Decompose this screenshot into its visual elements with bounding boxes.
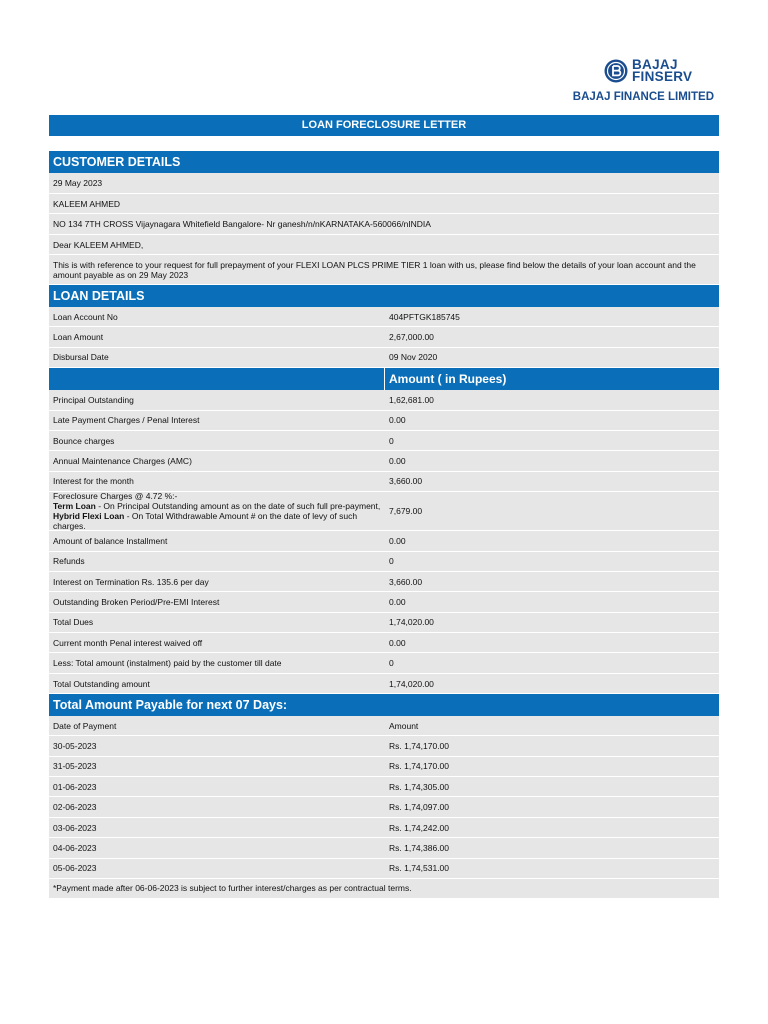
payment-row [49,797,719,817]
brand-name: BAJAJ [632,57,678,72]
payment-row-value: Rs. 1,74,531.00 [389,863,450,874]
charge-row-value: 0.00 [389,415,406,426]
charge-row-label: Current month Penal interest waived off [53,637,203,648]
salutation: Dear KALEEM AHMED, [53,239,144,250]
loan-detail-row-value: 2,67,000.00 [389,332,434,343]
term-loan-label: Term Loan [53,501,96,512]
charge-row [49,653,719,673]
charge-row-value: 0 [389,658,394,669]
charge-row-label: Late Payment Charges / Penal Interest [53,415,200,426]
payment-row-value: Rs. 1,74,170.00 [389,761,450,772]
payment-note: *Payment made after 06-06-2023 is subject to further interest/charges as per contractual terms. [53,883,412,894]
charge-row [49,451,719,471]
charge-row-value: 1,74,020.00 [389,617,434,628]
hybrid-loan-label: Hybrid Flexi Loan [53,511,125,522]
payment-row-value: Rs. 1,74,097.00 [389,802,450,813]
charge-row [49,472,719,492]
foreclosure-charges-label [49,491,385,531]
payable-column-headers [49,716,719,736]
payment-row-label: 04-06-2023 [53,842,97,853]
loan-detail-row-label: Disbursal Date [53,352,109,363]
brand-name2: FINSERV [632,69,693,84]
loan-detail-row-label: Loan Account No [53,311,118,322]
charge-row-label: Principal Outstanding [53,394,134,405]
payment-row-label: 30-05-2023 [53,740,97,751]
amount-header-row [49,368,719,390]
bajaj-finserv-icon [604,59,628,83]
intro-row [49,255,719,285]
payment-row-label: 01-06-2023 [53,781,97,792]
charge-row-label: Annual Maintenance Charges (AMC) [53,456,192,467]
charge-row-value: 1,74,020.00 [389,678,434,689]
payment-row [49,838,719,858]
charge-row-label: Interest on Termination Rs. 135.6 per day [53,576,209,587]
charge-row-value: 0 [389,556,394,567]
letter-date: 29 May 2023 [53,178,103,188]
charges-rows-b [49,531,719,694]
payment-row-value: Rs. 1,74,170.00 [389,740,450,751]
charge-row [49,552,719,572]
customer-address: NO 134 7TH CROSS Vijaynagara Whitefield Bangalore- Nr ganesh/n/nKARNATAKA-560066/nINDIA [53,219,431,229]
charge-row [49,390,719,410]
charge-row-value: 0.00 [389,637,406,648]
charge-row-value: 0.00 [389,456,406,467]
charge-row-value: 1,62,681.00 [389,394,434,405]
charge-row-value: 3,660.00 [389,476,423,487]
customer-name-row [49,194,719,214]
salutation-row [49,235,719,255]
charge-row [49,592,719,612]
charge-row-label: Refunds [53,556,85,567]
payment-row-value: Rs. 1,74,242.00 [389,822,450,833]
customer-details-header: CUSTOMER DETAILS [49,151,719,173]
payment-row [49,777,719,797]
charge-row-value: 0.00 [389,535,406,546]
intro-text: This is with reference to your request for full prepayment of your FLEXI LOAN PLCS PRIME TIER 1 loan with us, please find below the details of your loan account and the amount payable as on 29 May 2023 [53,259,696,280]
payment-note-row [49,879,719,899]
payment-row [49,736,719,756]
payment-row-label: 31-05-2023 [53,761,97,772]
loan-rows [49,307,719,368]
charge-row-label: Total Dues [53,617,94,628]
charge-row [49,411,719,431]
foreclosure-charges-row [49,492,719,531]
charge-row-value: 0 [389,435,394,446]
term-loan-text: - On Principal Outstanding amount as on the date of such full pre-payment, [95,501,381,512]
charge-row [49,572,719,592]
payment-row-value: Rs. 1,74,305.00 [389,781,450,792]
payable-col-amount: Amount [389,720,419,731]
foreclosure-charges-value: 7,679.00 [389,506,423,517]
amount-header-blank [49,368,385,390]
payment-row-label: 03-06-2023 [53,822,97,833]
charge-row [49,633,719,653]
payable-rows [49,736,719,879]
payment-row [49,757,719,777]
charge-row-label: Total Outstanding amount [53,678,150,689]
charges-rows-a [49,390,719,492]
payable-col-date: Date of Payment [53,720,117,731]
charge-row-label: Interest for the month [53,476,134,487]
customer-date-row [49,173,719,194]
loan-detail-row-value: 09 Nov 2020 [389,352,438,363]
payment-row [49,818,719,838]
loan-detail-row-label: Loan Amount [53,332,104,343]
letter-title: LOAN FORECLOSURE LETTER [49,115,719,136]
payment-row-value: Rs. 1,74,386.00 [389,842,450,853]
payment-row-label: 02-06-2023 [53,802,97,813]
payment-row-label: 05-06-2023 [53,863,97,874]
letter-body [49,151,719,899]
loan-detail-row [49,307,719,327]
loan-details-header: LOAN DETAILS [49,285,719,307]
customer-name: KALEEM AHMED [53,198,121,209]
hybrid-loan-text: - On Total Withdrawable Amount # on the date of levy of such charges. [53,511,358,532]
loan-detail-row [49,327,719,347]
charge-row [49,531,719,551]
customer-address-row [49,214,719,235]
charge-row-value: 3,660.00 [389,576,423,587]
payment-row [49,859,719,879]
charge-row-label: Outstanding Broken Period/Pre-EMI Interest [53,596,220,607]
charge-row-value: 0.00 [389,596,406,607]
loan-detail-row-value: 404PFTGK185745 [389,311,460,322]
payable-header: Total Amount Payable for next 07 Days: [49,694,719,716]
charge-row [49,431,719,451]
charge-row [49,613,719,633]
loan-detail-row [49,348,719,368]
foreclosure-line1: Foreclosure Charges @ 4.72 %:- [53,491,178,502]
brand-subtitle: BAJAJ FINANCE LIMITED [572,91,714,103]
charge-row [49,674,719,694]
brand-logo [572,57,714,105]
charge-row-label: Amount of balance Installment [53,535,168,546]
charge-row-label: Less: Total amount (instalment) paid by the customer till date [53,658,282,669]
charge-row-label: Bounce charges [53,435,115,446]
amount-header: Amount ( in Rupees) [385,368,719,390]
